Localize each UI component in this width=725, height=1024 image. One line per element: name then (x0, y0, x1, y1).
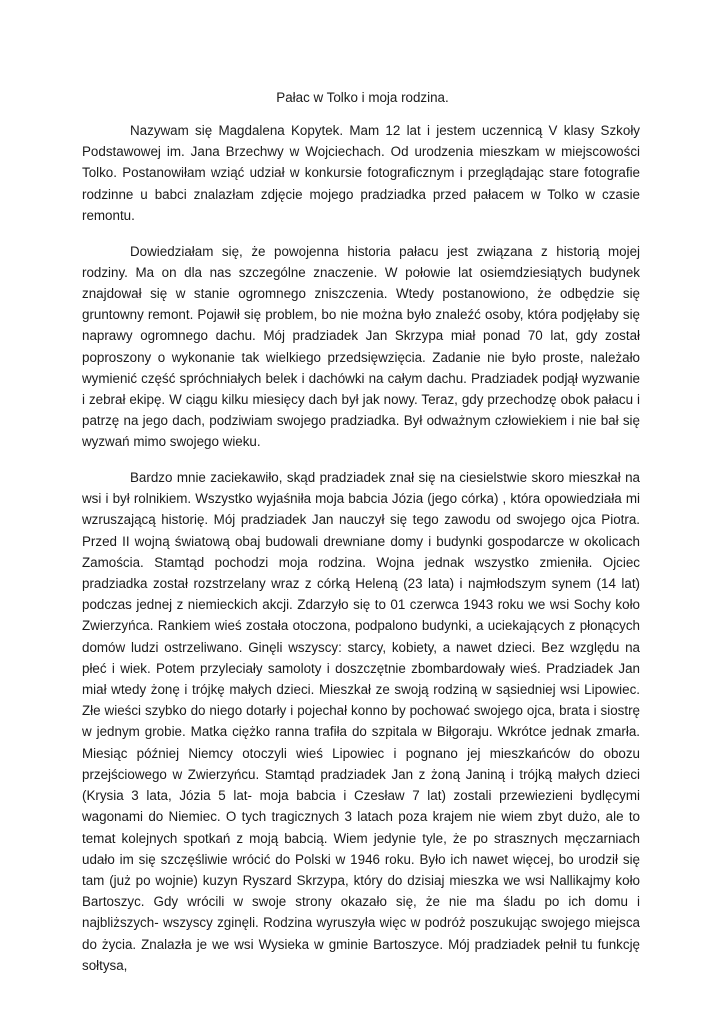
document-body (82, 120, 640, 990)
document-title: Pałac w Tolko i moja rodzina. (276, 90, 449, 105)
paragraph-palace-history: Dowiedziałam się, że powojenna historia pałacu jest związana z historią mojej rodziny. Ma on dla nas szczególne znaczenie. W połowie lat osiemdziesiątych budynek znajdował się w stanie ogromnego zniszczenia. Wtedy postanowiono, że odbędzie się gruntowny remont. Pojawił się problem, bo nie można było znaleźć osoby, która podjęłaby się naprawy ogromnego dachu. Mój pradziadek Jan Skrzypa miał ponad 70 lat, gdy został poproszony o wykonanie tak wielkiego przedsięwzięcia. Zadanie nie było proste, należało wymienić część spróchniałych belek i dachówki na całym dachu. Pradziadek podjął wyzwanie i zebrał ekipę. W ciągu kilku miesięcy dach był jak nowy. Teraz, gdy przechodzę obok pałacu i patrzę na jego dach, podziwiam swojego pradziadka. Był odważnym człowiekiem i nie bał się wyzwań mimo swojego wieku. (82, 243, 640, 450)
paragraph-family-history: Bardzo mnie zaciekawiło, skąd pradziadek znał się na ciesielstwie skoro mieszkał na wsi i był rolnikiem. Wszystko wyjaśniła moja babcia Józia (jego córka) , która opowiedziała mi wzruszającą historię. Mój pradziadek Jan nauczył się tego zawodu od swojego ojca Piotra. Przed II wojną światową obaj budowali drewniane domy i budynki gospodarcze w okolicach Zamościa. Stamtąd pochodzi moja rodzina. Wojna jednak wszystko zmieniła. Ojciec pradziadka został rozstrzelany wraz z córką Heleną (23 lata) i najmłodszym synem (14 lat) podczas jednej z niemieckich akcji. Zdarzyło się to 01 czerwca 1943 roku we wsi Sochy koło Zwierzyńca. Rankiem wieś została otoczona, podpalono budynki, a uciekających z płonących domów ludzi ostrzeliwano. Ginęli wszyscy: starcy, kobiety, a nawet dzieci. Bez względu na płeć i wiek. Potem przyleciały samoloty i doszczętnie zbombardowały wieś. Pradziadek Jan miał wtedy żonę i trójkę małych dzieci. Mieszkał ze swoją rodziną w sąsiedniej wsi Lipowiec. Złe wieści szybko do niego dotarły i pojechał konno by pochować swojego ojca, brata i siostrę w jednym grobie. Matka ciężko ranna trafiła do szpitala w Biłgoraju. Wkrótce jednak zmarła. Miesiąc później Niemcy otoczyli wieś Lipowiec i pognano jej mieszkańców do obozu przejściowego w Zwierzyńcu. Stamtąd pradziadek Jan z żoną Janiną i trójką małych dzieci (Krysia 3 lata, Józia 5 lat- moja babcia i Czesław 7 lat) zostali przewiezieni bydlęcymi wagonami do Niemiec. O tych tragicznych 3 latach poza krajem nie wiem zbyt dużo, ale to temat kolejnych spotkań z moją babcią. Wiem jedynie tyle, że po strasznych męczarniach udało im się szczęśliwie wrócić do Polski w 1946 roku. Było ich nawet więcej, bo urodził się tam (już po wojnie) kuzyn Ryszard Skrzypa, który do dzisiaj mieszka we wsi Nallikajmy koło Bartoszyc. Gdy wrócili w swoje strony okazało się, że nie ma śladu po ich domu i najbliższych- wszyscy zginęli. Rodzina wyruszyła więc w podróż poszukując swojego miejsca do życia. Znalazła je we wsi Wysieka w gminie Bartoszyce. Mój pradziadek pełnił tu funkcję sołtysa, (82, 470, 640, 973)
paragraph-introduction: Nazywam się Magdalena Kopytek. Mam 12 lat i jestem uczennicą V klasy Szkoły Podstawowej im. Jana Brzechwy w Wojciechach. Od urodzenia mieszkam w miejscowości Tolko. Postanowiłam wziąć udział w konkursie fotograficznym i przeglądając stare fotografie rodzinne u babci znalazłam zdjęcie mojego pradziadka przed pałacem w Tolko w czasie remontu. (82, 123, 640, 223)
